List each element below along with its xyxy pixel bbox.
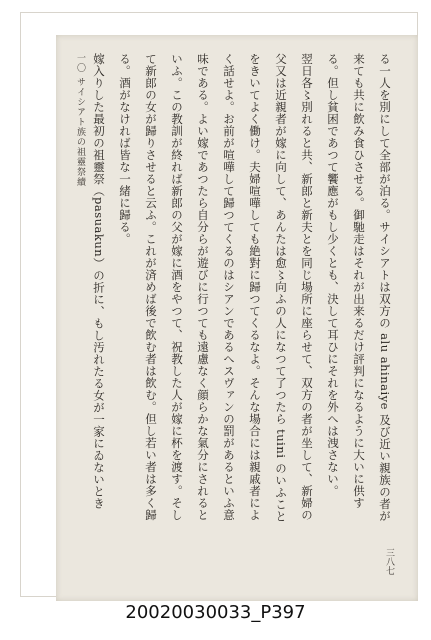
scan-frame xyxy=(20,12,418,597)
running-head: 一〇 サイシアト族の祖靈祭續 xyxy=(75,53,85,187)
image-caption: 20020030033_P397 xyxy=(125,602,306,623)
page-number: 三八七 xyxy=(384,548,394,575)
paragraph: る一人を別にして全部が泊る。サイシアトは双方の alu ahinaiye 及び近い親族の者が来ても共に飲み食ひさせる。御馳走はそれが出来るだけ評判になるように大いに供する。但し貧困であつて饗應がもし少くとも、決して耳ひにそれを外へは洩さない。 xyxy=(326,53,392,523)
paragraph: 嫁入りした最初の祖靈祭（pasuakun）の折に、もし汚れたる女が一家にゐないとき xyxy=(92,53,106,510)
paragraph: 翌日各〻別れると共、新郎と新夫とを同じ場所に座らせて、双方の者が坐して、新婦の父又は近親者が嫁に向して、あんたは愈〻向ふの人になつて了つたら tuini のいふことをきいてよく働け。夫婦喧嘩しても絶對に歸つてくるなよ。そんな場合には親戚者によく話せよ。お前が喧嘩して歸つてくるのはシアンであるへスヴァンの罰があるといふ意味である。よい嫁であつたら自分らが遊びに行つても遠慮なく顔らかな氣分にされるといふ。この教訓が終れば新郎の父が嫁に酒をやつて、祝教した人が嫁に杯を渡す。そして新郎の女が歸りさせると云ふ。これが済めば後で飲む者は飲む。但し若い者は多く歸る。酒がなければ皆な一緒に歸る。 xyxy=(118,53,314,523)
book-page xyxy=(56,35,418,601)
page-body-text xyxy=(80,53,398,531)
